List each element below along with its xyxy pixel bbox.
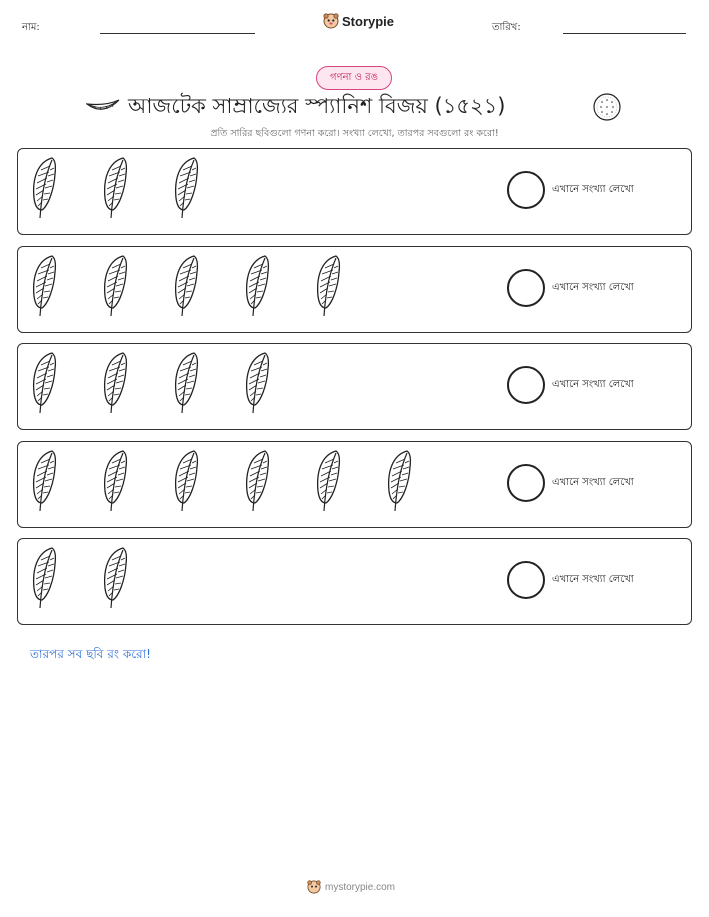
- footer-instruction: তারপর সব ছবি রং করো!: [30, 647, 151, 661]
- feather-icon: [312, 449, 342, 517]
- aztec-sun-stone-icon: [592, 92, 622, 122]
- canoe-icon: [86, 96, 120, 116]
- answer-label: এখানে সংখ্যা লেখো: [552, 281, 634, 293]
- count-row: [17, 538, 692, 625]
- date-label: তারিখ:: [492, 22, 521, 33]
- feather-icon: [241, 449, 271, 517]
- feather-icon: [170, 351, 200, 419]
- feather-icon: [99, 546, 129, 614]
- footer-brand-url: mystorypie.com: [325, 881, 396, 893]
- storypie-logo: [323, 13, 394, 29]
- feather-icon: [28, 546, 58, 614]
- answer-circle[interactable]: [507, 269, 545, 307]
- answer-circle[interactable]: [507, 464, 545, 502]
- feather-icon: [99, 449, 129, 517]
- feather-icon: [28, 351, 58, 419]
- feather-icon: [99, 254, 129, 322]
- answer-label: এখানে সংখ্যা লেখো: [552, 379, 634, 390]
- answer-circle[interactable]: [507, 561, 545, 599]
- count-row: [17, 343, 692, 430]
- feather-icon: [170, 254, 200, 322]
- feather-icon: [241, 254, 271, 322]
- count-row: [17, 148, 692, 235]
- footer-brand: [307, 880, 395, 894]
- answer-label: এখানে সংখ্যা লেখো: [552, 476, 634, 488]
- date-field[interactable]: [563, 33, 686, 34]
- instructions: প্রতি সারির ছবিগুলো গণনা করো। সংখ্যা লেখো, তারপর সবগুলো রং করো!: [210, 128, 499, 139]
- feather-icon: [28, 254, 58, 322]
- answer-label: এখানে সংখ্যা লেখো: [552, 184, 634, 195]
- feather-icon: [99, 156, 129, 224]
- name-field[interactable]: [100, 33, 255, 34]
- name-label: নাম:: [22, 22, 40, 33]
- storypie-mascot-icon: [323, 13, 339, 29]
- feather-icon: [28, 156, 58, 224]
- feather-icon: [241, 351, 271, 419]
- storypie-mascot-icon: [307, 880, 321, 894]
- category-badge: গণনা ও রঙ: [316, 66, 392, 90]
- feather-icon: [170, 449, 200, 517]
- answer-circle[interactable]: [507, 366, 545, 404]
- brand-name: Storypie: [342, 13, 395, 29]
- page-title: আজটেক সাম্রাজ্যের স্প্যানিশ বিজয় (১৫২১): [128, 94, 506, 118]
- count-row: [17, 441, 692, 528]
- feather-icon: [312, 254, 342, 322]
- feather-icon: [170, 156, 200, 224]
- worksheet-header: [0, 0, 709, 50]
- feather-icon: [383, 449, 413, 517]
- answer-label: এখানে সংখ্যা লেখো: [552, 574, 634, 585]
- feather-icon: [28, 449, 58, 517]
- count-row: [17, 246, 692, 333]
- title-row: [0, 90, 709, 124]
- answer-circle[interactable]: [507, 171, 545, 209]
- feather-icon: [99, 351, 129, 419]
